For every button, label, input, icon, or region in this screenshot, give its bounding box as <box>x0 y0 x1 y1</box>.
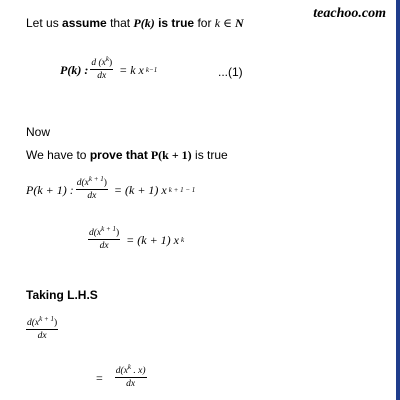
fraction: $\frac{d(x^{k + 1})}{dx}$ <box>76 174 107 201</box>
equation-4 <box>26 314 58 341</box>
taking-lhs-heading: Taking L.H.S <box>26 288 98 302</box>
teachoo-logo: teachoo.com <box>313 6 386 21</box>
fraction: $\frac{d(x^{k + 1})}{dx}$ <box>27 314 58 341</box>
equation-tag: ...(1) <box>218 65 243 79</box>
fraction: $\frac{d (x^k)}{dx}$ <box>91 54 113 81</box>
now-label: Now <box>26 125 51 139</box>
equation-3: $\frac{d(x^{k + 1})}{dx}$ = (k + 1) x k <box>89 224 185 251</box>
equation-2: P(k + 1) : $\frac{d(x^{k + 1})}{dx}$ = (k + 1) x k + 1 − 1 <box>26 174 196 201</box>
equation-1: P(k) : $\frac{d (x^k)}{dx}$ = k x k−1 <box>60 54 158 81</box>
prove-line: We have to prove that P(k + 1) is true <box>26 148 228 162</box>
fraction: $\frac{d(x^k . x)}{dx}$ <box>115 362 146 389</box>
sidebar-accent-bar <box>396 0 400 400</box>
equation-5: = $\frac{d(x^k . x)}{dx}$ <box>96 362 146 389</box>
assumption-line: Let us assume that P(k) is true for k ∈ N <box>26 16 244 30</box>
fraction: $\frac{d(x^{k + 1})}{dx}$ <box>89 224 120 251</box>
